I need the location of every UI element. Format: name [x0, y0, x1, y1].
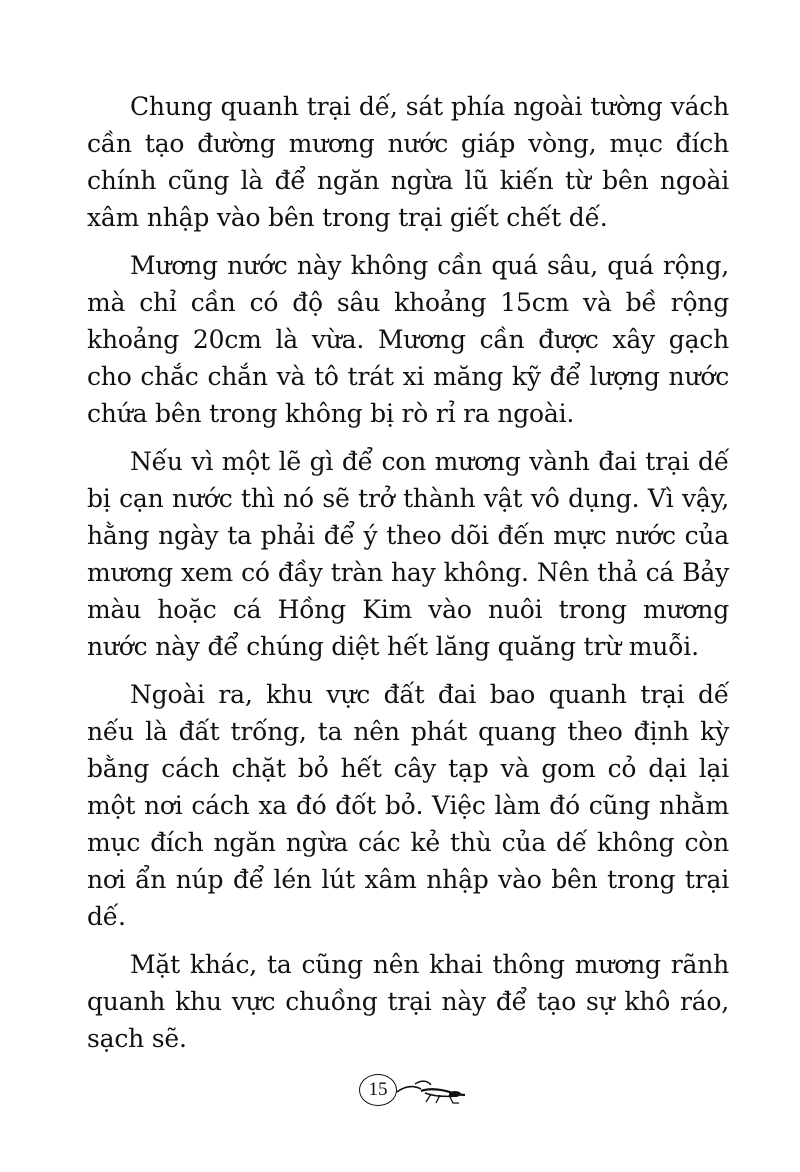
page-footer — [355, 1070, 475, 1114]
paragraph-2: Mương nước này không cần quá sâu, quá rộng, mà chỉ cần có độ sâu khoảng 15cm và bề rộng khoảng 20cm là vừa. Mương cần được xây gạch cho chắc chắn và tô trát xi măng kỹ để lượng nước chứa bên trong không bị rò rỉ ra ngoài. — [87, 251, 729, 428]
body-text — [87, 88, 729, 1068]
paragraph-4: Ngoài ra, khu vực đất đai bao quanh trại dế nếu là đất trống, ta nên phát quang theo định kỳ bằng cách chặt bỏ hết cây tạp và gom cỏ dại lại một nơi cách xa đó đốt bỏ. Việc làm đó cũng nhằm mục đích ngăn ngừa các kẻ thù của dế không còn nơi ẩn núp để lén lút xâm nhập vào bên trong trại dế. — [87, 680, 729, 931]
cricket-icon — [395, 1076, 467, 1106]
paragraph-1: Chung quanh trại dế, sát phía ngoài tường vách cần tạo đường mương nước giáp vòng, mục đích chính cũng là để ngăn ngừa lũ kiến từ bên ngoài xâm nhập vào bên trong trại giết chết dế. — [87, 92, 729, 232]
page-number: 15 — [359, 1074, 397, 1106]
paragraph-3: Nếu vì một lẽ gì để con mương vành đai trại dế bị cạn nước thì nó sẽ trở thành vật vô dụng. Vì vậy, hằng ngày ta phải để ý theo dõi đến mực nước của mương xem có đầy tràn hay không. Nên thả cá Bảy màu hoặc cá Hồng Kim vào nuôi trong mương nước này để chúng diệt hết lăng quăng trừ muỗi. — [87, 447, 729, 661]
paragraph-5: Mặt khác, ta cũng nên khai thông mương rãnh quanh khu vực chuồng trại này để tạo sự khô ráo, sạch sẽ. — [87, 950, 729, 1053]
